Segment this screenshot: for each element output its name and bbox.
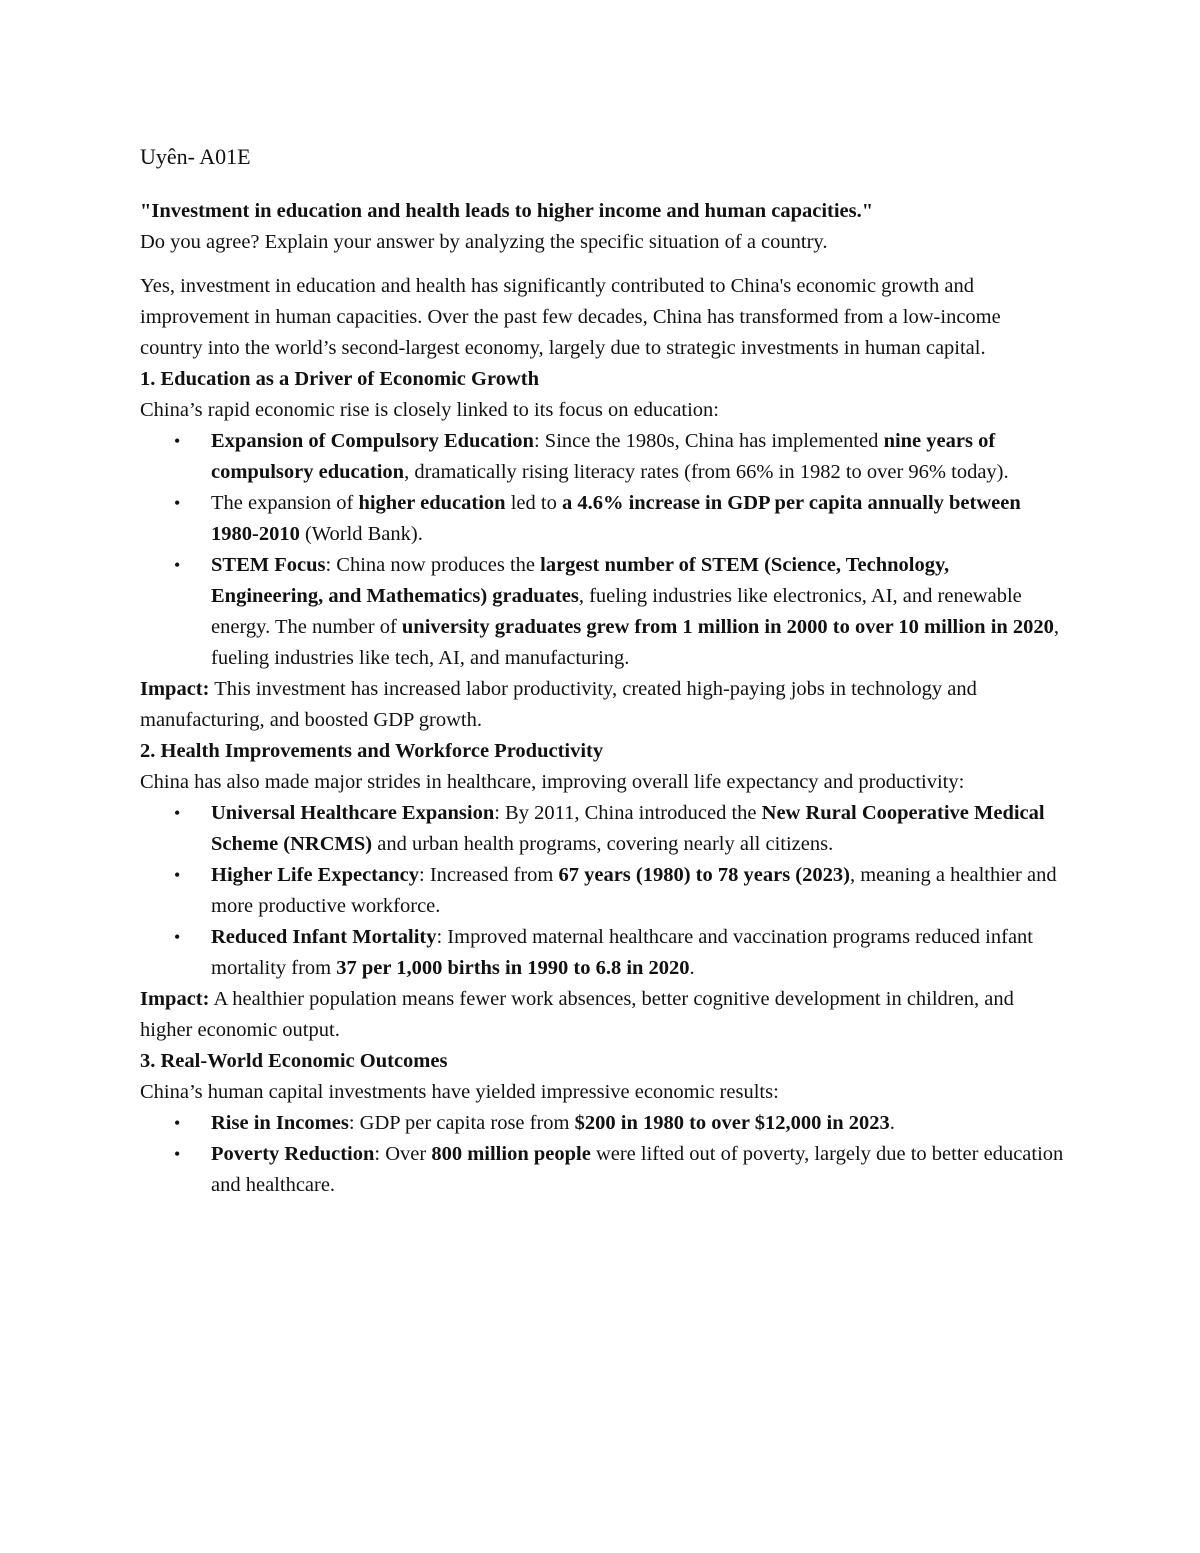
bullet-icon: • — [174, 803, 181, 823]
document-page — [140, 140, 1065, 1201]
text-run: : Since the 1980s, China has implemented — [533, 430, 884, 452]
prompt-quote: "Investment in education and health leads to higher income and human capacities." — [140, 200, 874, 222]
bold-text: university graduates grew from 1 million in 2000 to over 10 million in 2020 — [401, 616, 1054, 638]
list-item — [140, 1139, 1065, 1201]
bold-text: largest number of STEM (Science, Technology, Engineering, and Mathematics) graduates — [211, 554, 950, 607]
text-run: : Increased from — [419, 864, 559, 886]
text-run: : China now produces the — [325, 554, 541, 576]
prompt-question: Do you agree? Explain your answer by analyzing the specific situation of a country. — [140, 231, 828, 253]
bold-text: 37 per 1,000 births in 1990 to 6.8 in 2020 — [336, 957, 690, 979]
bold-text: 67 years (1980) to 78 years (2023) — [558, 864, 850, 886]
bold-text: Expansion of Compulsory Education — [211, 430, 534, 452]
text-run: , fueling industries like electronics, AI, and renewable energy. The number of — [211, 585, 1022, 638]
text-run: : GDP per capita rose from — [348, 1112, 575, 1134]
text-run: : By 2011, China introduced the — [494, 802, 762, 824]
impact-label: Impact: — [140, 988, 210, 1010]
section-heading: 2. Health Improvements and Workforce Productivity — [140, 740, 604, 762]
impact-label: Impact: — [140, 678, 210, 700]
impact-paragraph — [140, 674, 1065, 736]
list-item — [140, 798, 1065, 860]
text-run: were lifted out of poverty, largely due to better education and healthcare. — [211, 1143, 1064, 1196]
text-run: , dramatically rising literacy rates (from 66% in 1982 to over 96% today). — [404, 461, 1009, 483]
text-run: , fueling industries like tech, AI, and manufacturing. — [211, 616, 1060, 669]
bold-text: Reduced Infant Mortality — [211, 926, 437, 948]
bullet-list — [140, 426, 1065, 674]
text-run: The expansion of — [211, 492, 359, 514]
bullet-list — [140, 1108, 1065, 1201]
text-run: : Improved maternal healthcare and vaccination programs reduced infant mortality from — [211, 926, 1033, 979]
list-item — [140, 860, 1065, 922]
bold-text: 800 million people — [431, 1143, 591, 1165]
impact-paragraph — [140, 984, 1065, 1046]
section-heading: 1. Education as a Driver of Economic Growth — [140, 368, 539, 390]
bullet-list — [140, 798, 1065, 984]
document-title: Uyên- A01E — [140, 144, 251, 169]
text-run: : Over — [374, 1143, 432, 1165]
list-item — [140, 550, 1065, 674]
text-run: , meaning a healthier and more productive workforce. — [211, 864, 1057, 917]
bold-text: $200 in 1980 to over $12,000 in 2023 — [574, 1112, 890, 1134]
impact-text: A healthier population means fewer work absences, better cognitive development in children, and higher economic output. — [140, 988, 1014, 1041]
bullet-icon: • — [174, 927, 181, 947]
bold-text: Poverty Reduction — [211, 1143, 375, 1165]
bold-text: nine years of compulsory education — [211, 430, 996, 483]
list-item — [140, 488, 1065, 550]
section-heading: 3. Real-World Economic Outcomes — [140, 1050, 448, 1072]
bullet-icon: • — [174, 1113, 181, 1133]
bullet-icon: • — [174, 1144, 181, 1164]
bullet-icon: • — [174, 555, 181, 575]
section-lead: China’s human capital investments have yielded impressive economic results: — [140, 1081, 779, 1103]
bullet-icon: • — [174, 493, 181, 513]
text-run: led to — [505, 492, 562, 514]
bold-text: New Rural Cooperative Medical Scheme (NRCMS) — [211, 802, 1045, 855]
intro-paragraph: Yes, investment in education and health has significantly contributed to China's economic growth and improvement in human capacities. Over the past few decades, China has transformed from a low-income country into the world’s second-largest economy, largely due to strategic investments in human capital. — [140, 275, 1001, 359]
bold-text: Higher Life Expectancy — [211, 864, 420, 886]
bold-text: a 4.6% increase in GDP per capita annually between 1980-2010 — [211, 492, 1021, 545]
list-item — [140, 922, 1065, 984]
bold-text: higher education — [358, 492, 506, 514]
list-item — [140, 426, 1065, 488]
bold-text: Rise in Incomes — [211, 1112, 349, 1134]
text-run: and urban health programs, covering nearly all citizens. — [372, 833, 834, 855]
document-sections — [140, 364, 1065, 1201]
text-run: . — [889, 1112, 895, 1134]
list-item — [140, 1108, 1065, 1139]
bold-text: STEM Focus — [211, 554, 326, 576]
impact-text: This investment has increased labor productivity, created high-paying jobs in technology and manufacturing, and boosted GDP growth. — [140, 678, 977, 731]
bullet-icon: • — [174, 865, 181, 885]
text-run: . — [689, 957, 695, 979]
paragraph-gap — [140, 258, 1065, 271]
section-lead: China has also made major strides in healthcare, improving overall life expectancy and productivity: — [140, 771, 965, 793]
bold-text: Universal Healthcare Expansion — [211, 802, 495, 824]
section-lead: China’s rapid economic rise is closely linked to its focus on education: — [140, 399, 720, 421]
text-run: (World Bank). — [299, 523, 423, 545]
bullet-icon: • — [174, 431, 181, 451]
